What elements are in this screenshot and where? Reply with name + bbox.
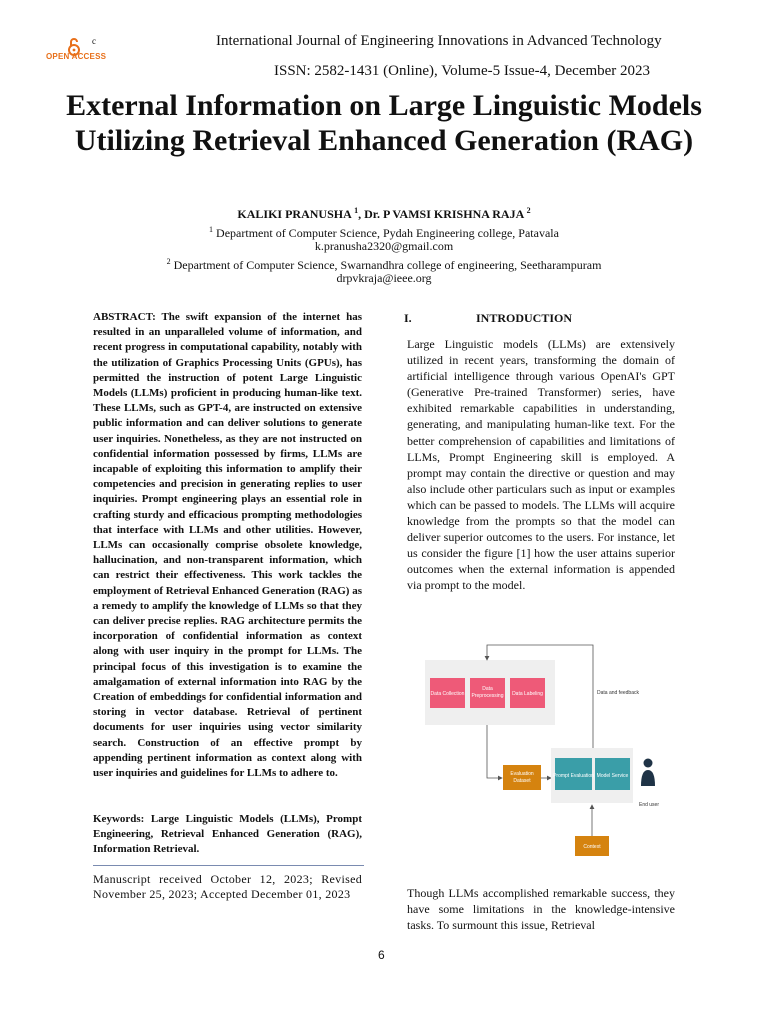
paper-title: External Information on Large Linguistic Models Utilizing Retrieval Enhanced Generation (RAG) <box>66 89 702 157</box>
section-number: I. <box>404 311 412 325</box>
issn-line: ISSN: 2582-1431 (Online), Volume-5 Issue-4, December 2023 <box>274 63 651 79</box>
introduction-continuation: Though LLMs accomplished remarkable success, they have some limitations in the knowledge-intensive tasks. To surmount this issue, Retrieval <box>407 886 675 933</box>
logo-superscript: c <box>92 36 96 46</box>
end-user-label: End user <box>638 802 660 808</box>
aff2-sup: 2 <box>166 257 171 266</box>
introduction-text: Large Linguistic models (LLMs) are extensively utilized in recent years, transforming the domain of artificial intelligence through various OpenAI's GPT (Generative Pre-trained Transformer) series, have exhibited remarkable capabilities in understanding, generating, and manipulating human-like text. For the better comprehension of capabilities and limitations of LLMs, Prompt Engineering skill is employed. A prompt may contain the directive or question and may also include other particulars such as input or examples which can be passed to models. The LLMs will acquire knowledge from the prompts so that the model can deliver superior outcomes to the users. For instance, let us consider the figure [1] how the user attains superior outcomes when the external information is appended via prompt to the model. <box>407 337 675 593</box>
author-2-sup: 2 <box>526 206 531 215</box>
open-access-logo: OPEN ACCESS <box>46 52 107 61</box>
evaluation-dataset-label-1: Evaluation <box>510 771 534 777</box>
abstract: ABSTRACT: The swift expansion of the internet has resulted in an unparalleled volume of information, and recent progress in computational capability, notably with the utilization of Graphics Processing Units (GPUs), has permitted the instruction of potent Large Linguistic Models (LLMs) proficient in producing human-like text. These LLMs, such as GPT-4, are instructed on extensive public information and can deliver solutions to generate user inquiries. Nonetheless, as they are not instructed on confidential information possessed by firms, LLMs are incapable of exploiting this information to amplify their competencies and precision in generating replies to user inquiries. Prompt engineering plays an essential role in crafting sturdy and efficacious prompting methodologies that interface with LLMs and other utilities. However, LLMs can occasionally comprise obsolete knowledge, hallucination, and non-transparent information, which can restrict their effectiveness. This work tackles the employment of Retrieval Enhanced Generation (RAG) as a remedy to amplify the knowledge of LLMs so that they can deliver precise replies. RAG architecture permits the incorporation of confidential information as context along with user inquiry in the prompt for LLMs. The principal focus of this investigation is to examine the amalgamation of external information into RAG by the Creation of embeddings for confidential information and storing in vector database. Retrieval of pertinent documents for user inquiries using vector similarity search. Construction of an effective prompt by appending pertinent information as context along with user inquiries and guidelines for LLMs to adhere to. <box>93 311 362 780</box>
email-2: drpvkraja@ieee.org <box>336 271 432 285</box>
manuscript-dates: Manuscript received October 12, 2023; Revised November 25, 2023; Accepted December 01, 2023 <box>93 872 362 901</box>
evaluation-dataset-label-2: Dataset <box>513 778 531 784</box>
data-feedback-label: Data and feedback <box>597 690 639 696</box>
aff1-sup: 1 <box>209 225 214 234</box>
dataset-arrow <box>487 725 502 778</box>
data-preprocessing-label-2: Preprocessing <box>471 693 504 699</box>
model-service-label: Model Service <box>596 773 629 779</box>
rag-pipeline-figure <box>405 640 685 860</box>
data-collection-label: Data Collection <box>430 691 465 697</box>
section-title: INTRODUCTION <box>476 311 573 325</box>
aff2-text: Department of Computer Science, Swarnandhra college of engineering, Seetharampuram <box>173 258 602 272</box>
author-1: KALIKI PRANUSHA <box>237 207 352 221</box>
author-2: , Dr. P VAMSI KRISHNA RAJA <box>358 207 524 221</box>
author-line <box>60 206 708 222</box>
author-1-sup: 1 <box>354 206 359 215</box>
data-labeling-label: Data Labeling <box>512 691 543 697</box>
prompt-evaluation-label: Prompt Evaluation <box>553 773 594 779</box>
aff1-text: Department of Computer Science, Pydah Engineering college, Patavala <box>216 226 559 240</box>
end-user-icon <box>641 759 655 787</box>
context-label: Context <box>583 844 601 850</box>
email-1: k.pranusha2320@gmail.com <box>314 239 454 253</box>
data-preprocessing-label-1: Data <box>482 686 493 692</box>
keywords: Keywords: Large Linguistic Models (LLMs), Prompt Engineering, Retrieval Enhanced Generation (RAG), Information Retrieval. <box>93 813 362 856</box>
footnote-divider <box>93 865 364 866</box>
journal-name: International Journal of Engineering Innovations in Advanced Technology <box>216 33 662 49</box>
page-number: 6 <box>378 948 385 962</box>
